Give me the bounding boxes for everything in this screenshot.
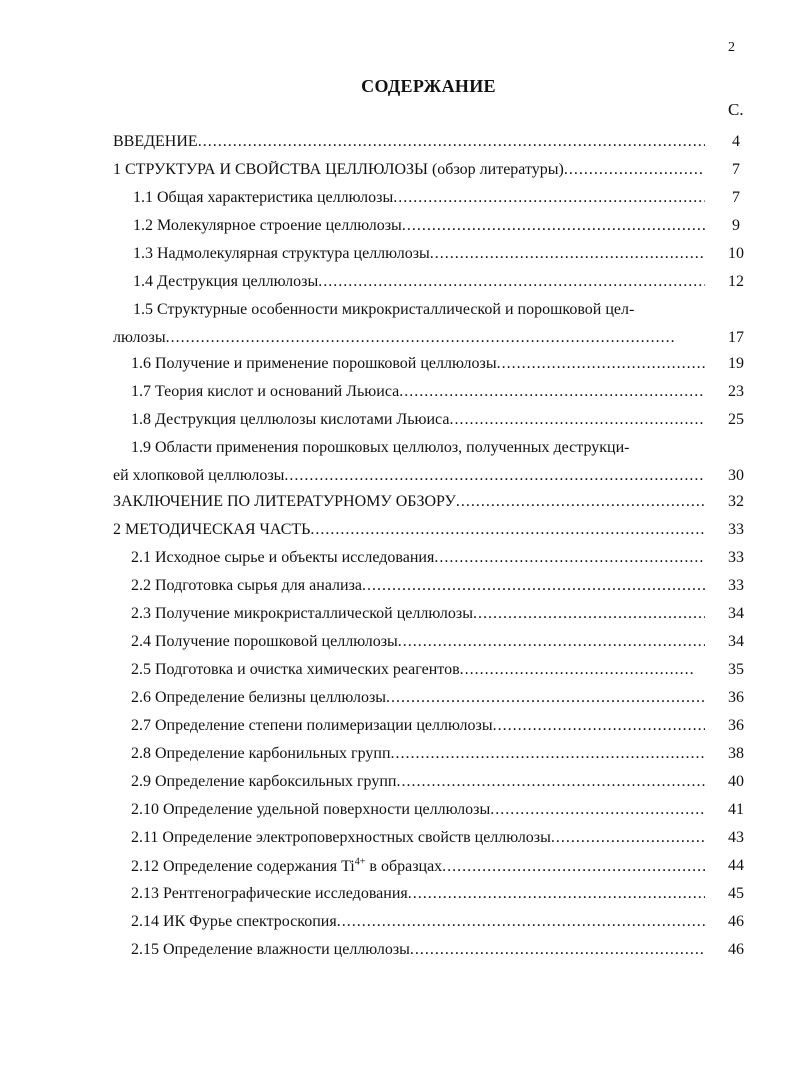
toc-entry: 2.7 Определение степени полимеризации целлюлозы ..... 36 xyxy=(0,717,797,745)
toc-entry: 2.1 Исходное сырье и объекты исследования ..... 33 xyxy=(0,549,797,577)
toc-entry: 2.3 Получение микрокристаллической целлюлозы ..... 34 xyxy=(0,605,797,633)
toc-entry: 2.9 Определение карбоксильных групп ..... 40 xyxy=(0,773,797,801)
toc-entry: 2 МЕТОДИЧЕСКАЯ ЧАСТЬ ..... 33 xyxy=(0,521,797,549)
toc-entry: 2.12 Определение содержания $Ti^{4+}$ в образцах ..... 44 xyxy=(0,857,797,885)
toc-entry: 2.11 Определение электроповерхностных свойств целлюлозы ..... 43 xyxy=(0,829,797,857)
page-column-header: С. xyxy=(728,100,744,119)
toc-entry: 1.1 Общая характеристика целлюлозы ..... 7 xyxy=(0,189,797,217)
toc-entry: ВВЕДЕНИЕ ..... 4 xyxy=(0,133,797,161)
toc-entry: 1.7 Теория кислот и оснований Льюиса ..... 23 xyxy=(0,383,797,411)
page-title: СОДЕРЖАНИЕ xyxy=(361,76,496,96)
toc-entry: 1.5 Структурные особенности микрокристаллической и порошковой цел- люлозы ..... 17 xyxy=(0,301,797,355)
toc-entry: 2.10 Определение удельной поверхности целлюлозы ..... 41 xyxy=(0,801,797,829)
toc-entry: 2.2 Подготовка сырья для анализа ..... 33 xyxy=(0,577,797,605)
toc-entry: 1 СТРУКТУРА И СВОЙСТВА ЦЕЛЛЮЛОЗЫ (обзор литературы) ..... 7 xyxy=(0,161,797,189)
toc-entry: 2.8 Определение карбонильных групп ..... 38 xyxy=(0,745,797,773)
toc-entry: 1.4 Деструкция целлюлозы ..... 12 xyxy=(0,273,797,301)
toc-entry: 1.8 Деструкция целлюлозы кислотами Льюиса ..... 25 xyxy=(0,411,797,439)
toc-entry: 2.13 Рентгенографические исследования ..... 45 xyxy=(0,885,797,913)
toc-entry: 2.15 Определение влажности целлюлозы ..... 46 xyxy=(0,941,797,969)
toc-entry: ЗАКЛЮЧЕНИЕ ПО ЛИТЕРАТУРНОМУ ОБЗОРУ ..... 32 xyxy=(0,493,797,521)
toc-entry: 1.3 Надмолекулярная структура целлюлозы ..... 10 xyxy=(0,245,797,273)
toc-entry: 2.14 ИК Фурье спектроскопия ..... 46 xyxy=(0,913,797,941)
toc-entry: 1.2 Молекулярное строение целлюлозы ..... 9 xyxy=(0,217,797,245)
table-of-contents xyxy=(0,133,797,969)
page-number: 2 xyxy=(728,40,735,55)
toc-entry: 2.4 Получение порошковой целлюлозы ..... 34 xyxy=(0,633,797,661)
toc-entry: 1.6 Получение и применение порошковой целлюлозы ..... 19 xyxy=(0,355,797,383)
toc-entry: 2.5 Подготовка и очистка химических реагентов ..... 35 xyxy=(0,661,797,689)
toc-entry: 1.9 Области применения порошковых целлюлоз, полученных деструкци- ей хлопковой целлюлозы ..... 30 xyxy=(0,439,797,493)
toc-entry: 2.6 Определение белизны целлюлозы ..... 36 xyxy=(0,689,797,717)
